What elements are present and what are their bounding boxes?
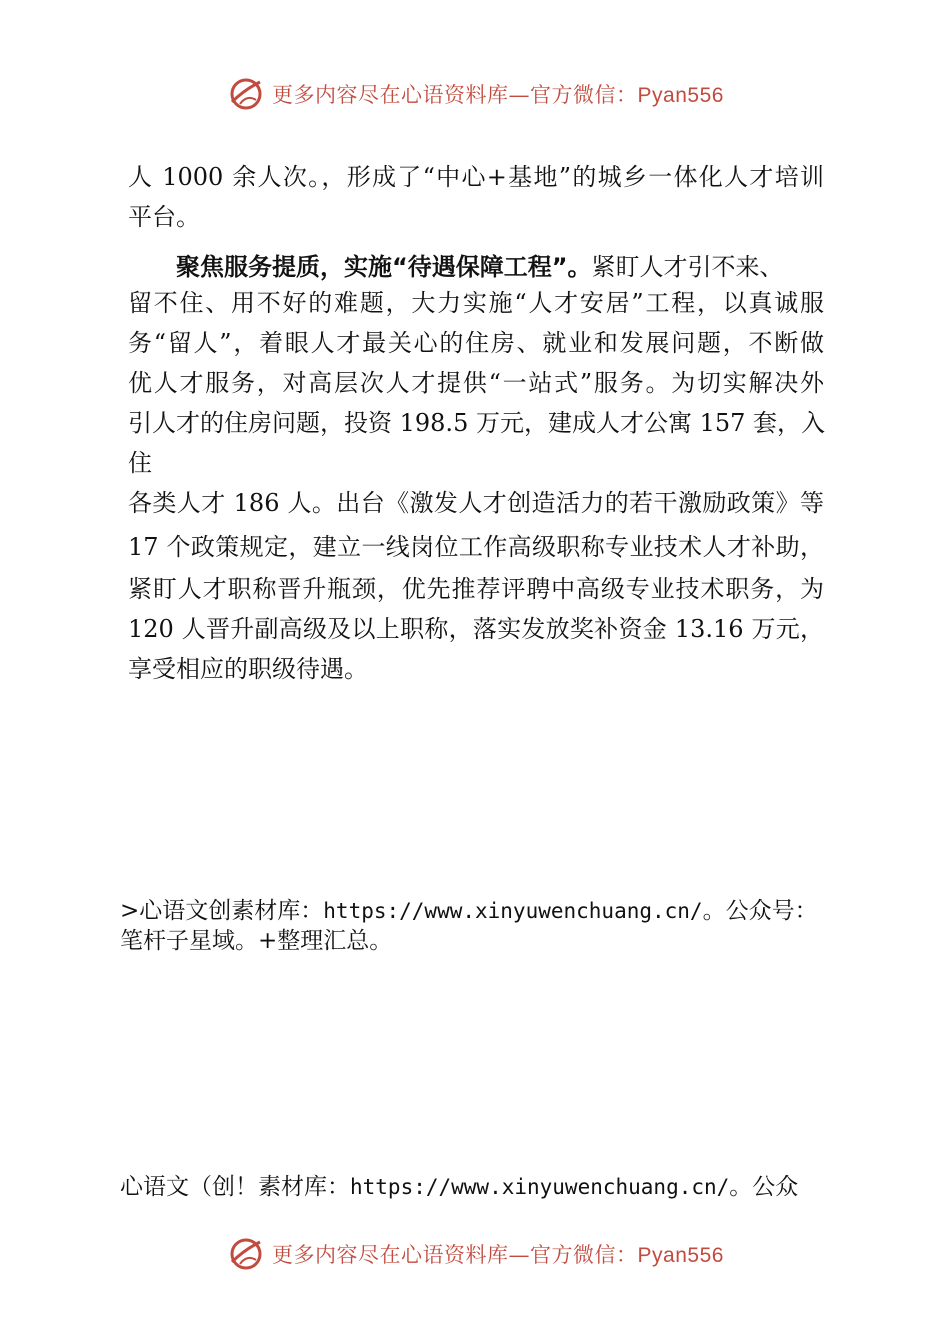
source-note: >心语文创素材库：https://www.xinyuwenchuang.cn/。公众号： [120, 898, 818, 924]
body-line: 紧盯人才引不来、 [591, 253, 784, 281]
body-line: 紧盯人才职称晋升瓶颈，优先推荐评聘中高级专业技术职务，为 [128, 575, 824, 603]
body-line: 平台。 [128, 203, 200, 231]
section-heading-line [176, 250, 784, 284]
body-line: 引人才的住房问题，投资 198.5 万元，建成人才公寓 157 套，入 [128, 409, 826, 437]
source-link[interactable]: https://www.xinyuwenchuang.cn/ [323, 899, 703, 923]
watermark-text: 更多内容尽在心语资料库—官方微信：Pyan556 [272, 83, 724, 107]
body-line: 住 [128, 449, 152, 477]
body-line: 120 人晋升副高级及以上职称，落实发放奖补资金 13.16 万元， [128, 615, 824, 643]
body-line: 留不住、用不好的难题，大力实施“人才安居”工程，以真诚服 [128, 289, 824, 317]
footer-watermark [0, 1232, 950, 1276]
body-line: 17 个政策规定，建立一线岗位工作高级职称专业技术人才补助， [128, 533, 824, 561]
source-note-line2: 笔杆子星域。+整理汇总。 [120, 928, 393, 954]
source-link[interactable]: https://www.xinyuwenchuang.cn/ [350, 1175, 730, 1199]
body-line: 各类人才 186 人。出台《激发人才创造活力的若干激励政策》等 [128, 489, 824, 517]
section-heading: 聚焦服务提质，实施“待遇保障工程”。 [176, 253, 592, 281]
brand-logo-icon [226, 1234, 266, 1274]
body-line: 享受相应的职级待遇。 [128, 655, 368, 683]
header-watermark [0, 72, 950, 116]
source-note: 心语文（创！素材库：https://www.xinyuwenchuang.cn/。公众 [120, 1174, 799, 1200]
body-line: 务“留人”，着眼人才最关心的住房、就业和发展问题，不断做 [128, 329, 824, 357]
watermark-text: 更多内容尽在心语资料库—官方微信：Pyan556 [272, 1243, 724, 1267]
body-line: 人 1000 余人次。，形成了“中心+基地”的城乡一体化人才培训 [128, 163, 824, 191]
brand-logo-icon [226, 74, 266, 114]
body-line: 优人才服务，对高层次人才提供“一站式”服务。为切实解决外 [128, 369, 824, 397]
